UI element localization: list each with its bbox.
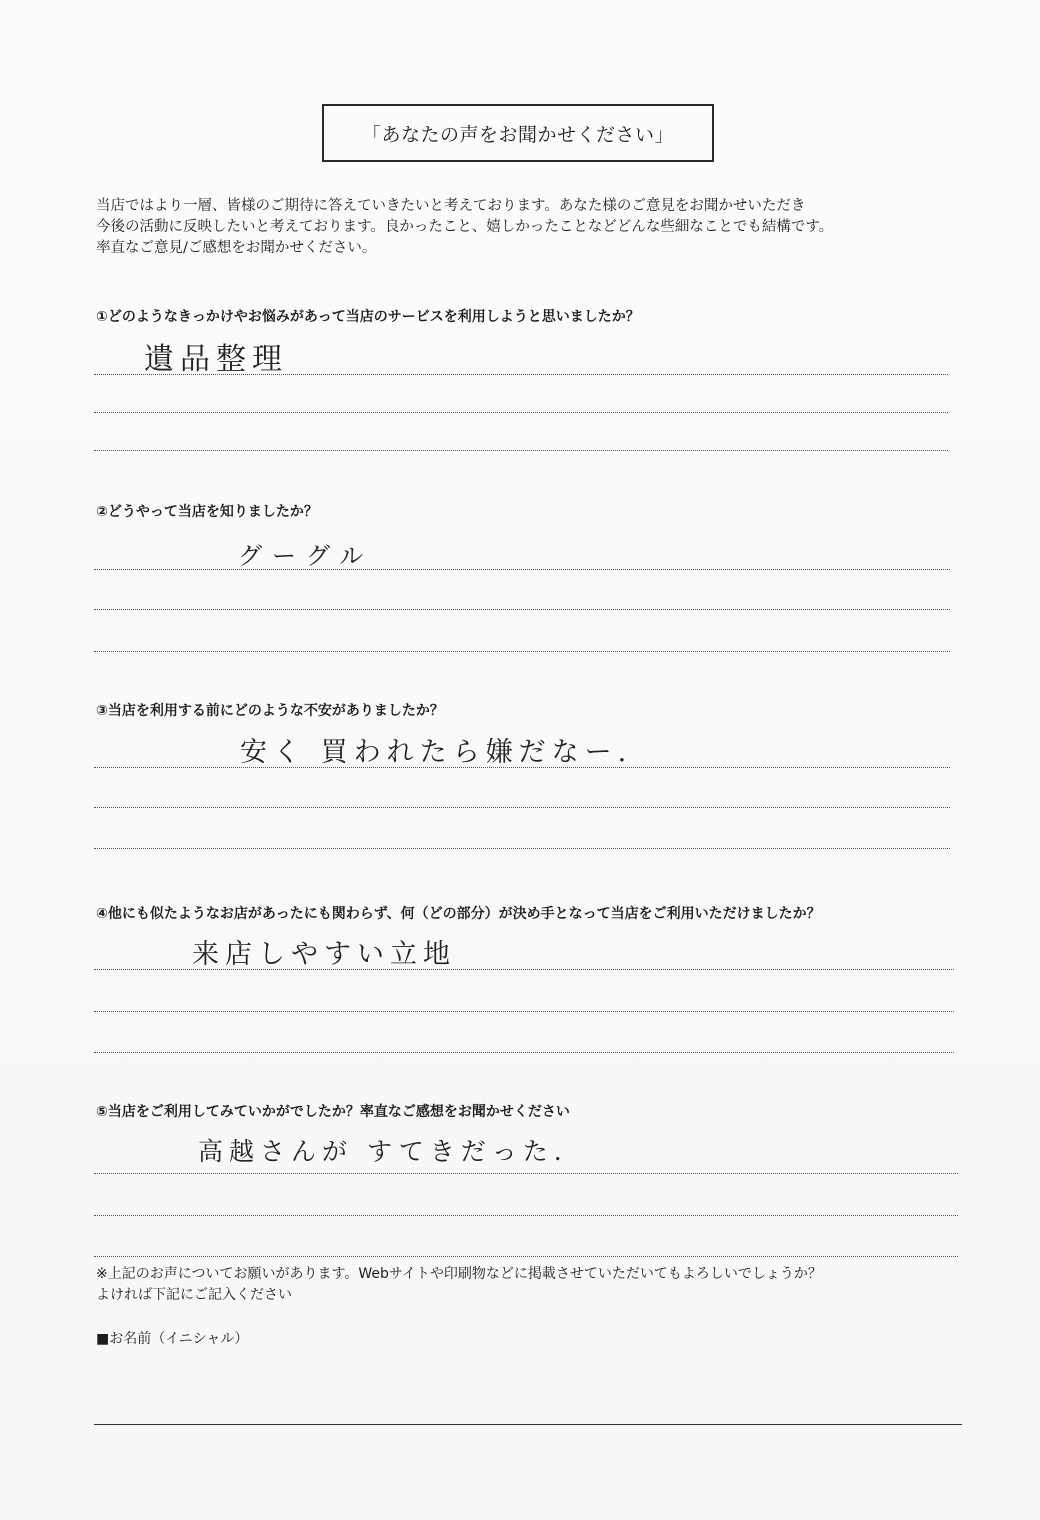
publication-note	[96, 1264, 822, 1306]
intro-line: 今後の活動に反映したいと考えております。良かったこと、嬉しかったことなどどんな些細なことでも結構です。	[96, 219, 834, 235]
question-1: ①どのようなきっかけやお悩みがあって当店のサービスを利用しようと思いましたか？	[96, 309, 640, 325]
answer-3: 安く 買われたら嫌だなー.	[240, 737, 633, 768]
intro-line: 率直なご意見/ご感想をお聞かせください。	[96, 240, 377, 256]
answer-line	[94, 1173, 958, 1174]
answer-line	[94, 1052, 954, 1053]
answer-line	[94, 1011, 954, 1012]
answer-line	[94, 807, 950, 808]
answer-line	[94, 1215, 958, 1216]
question-5: ⑤当店をご利用してみていかがでしたか？率直なご感想をお聞かせください	[96, 1104, 570, 1120]
note-line: よければ下記にご記入ください	[96, 1287, 292, 1303]
answer-line	[94, 609, 950, 610]
name-signature-line	[94, 1424, 962, 1425]
answer-line	[94, 767, 950, 768]
answer-5: 高越さんが すてきだった.	[198, 1137, 568, 1166]
form-title: 「あなたの声をお聞かせください」	[322, 104, 714, 162]
intro-line: 当店ではより一層、皆様のご期待に答えていきたいと考えております。あなた様のご意見をお聞かせいただき	[96, 198, 806, 214]
answer-2: グーグル	[238, 542, 374, 570]
answer-line	[94, 651, 950, 652]
answer-line	[94, 450, 948, 451]
intro-text	[96, 196, 956, 259]
answer-1: 遺品整理	[144, 342, 288, 377]
question-2: ②どうやって当店を知りましたか？	[96, 504, 318, 520]
answer-line	[94, 1256, 958, 1257]
name-label: ■お名前（イニシャル）	[96, 1331, 249, 1347]
question-3: ③当店を利用する前にどのような不安がありましたか？	[96, 703, 444, 719]
answer-4: 来店しやすい立地	[192, 939, 456, 970]
answer-line	[94, 969, 954, 970]
answer-line	[94, 848, 950, 849]
answer-line	[94, 569, 950, 570]
question-4: ④他にも似たようなお店があったにも関わらず、何（どの部分）が決め手となって当店をご利用いただけましたか？	[96, 906, 821, 922]
answer-line	[94, 412, 948, 413]
note-line: ※上記のお声についてお願いがあります。Webサイトや印刷物などに掲載させていただいてもよろしいでしょうか？	[96, 1266, 822, 1282]
answer-line	[94, 374, 948, 375]
